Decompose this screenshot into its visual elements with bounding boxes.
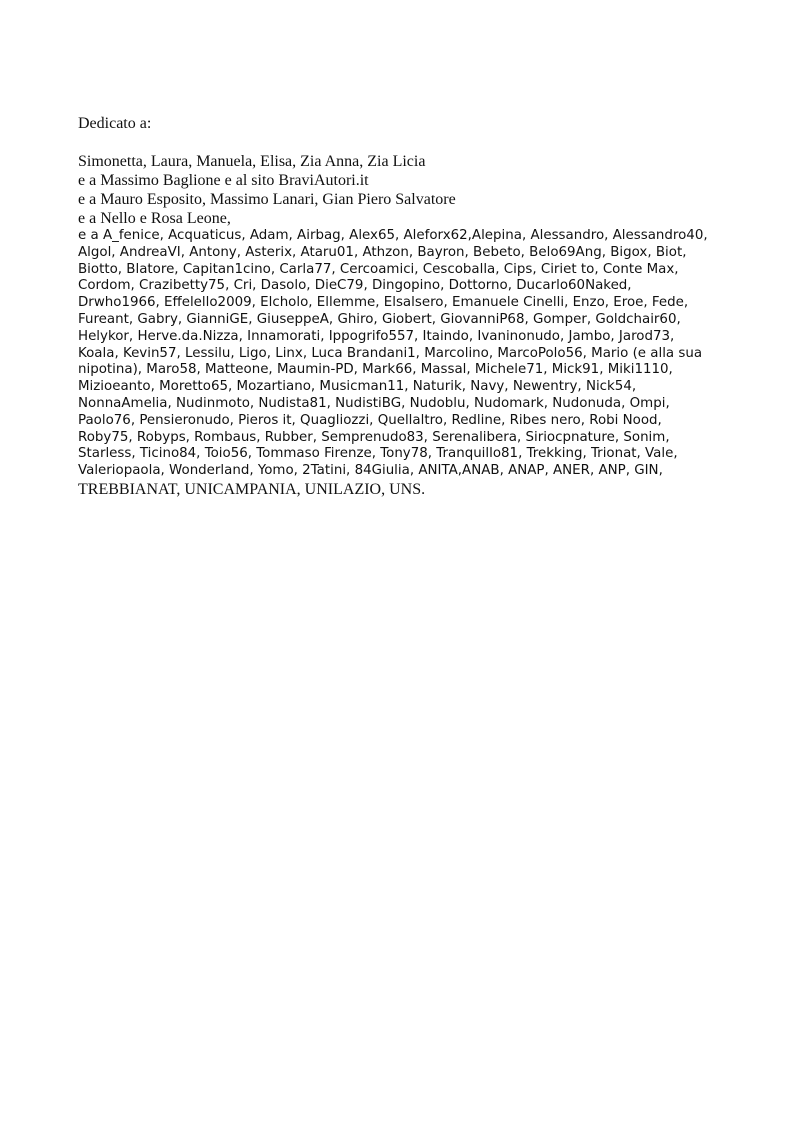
dedication-line-4: e a Nello e Rosa Leone, — [78, 210, 231, 227]
names-line-7: Helykor, Herve.da.Nizza, Innamorati, Ippogrifo557, Itaindo, Ivaninonudo, Jambo, Jarod73, — [78, 328, 675, 344]
names-line-10: Mizioeanto, Moretto65, Mozartiano, Musicman11, Naturik, Navy, Newentry, Nick54, — [78, 379, 637, 395]
final-line: TREBBIANAT, UNICAMPANIA, UNILAZIO, UNS. — [78, 480, 426, 498]
names-line-15-text: Valeriopaola, Wonderland, Yomo, 2Tatini, 84Giulia, — [78, 463, 419, 479]
names-line-5: Drwho1966, Effelello2009, Elcholo, Ellemme, Elsalsero, Emanuele Cinelli, Enzo, Eroe, Fede, — [78, 295, 689, 311]
names-list — [78, 228, 738, 480]
names-line-15 — [78, 463, 738, 480]
names-line-1: e a A_fenice, Acquaticus, Adam, Airbag, Alex65, Aleforx62,Alepina, Alessandro, Alessandro40, — [78, 228, 708, 243]
names-line-14: Starless, Ticino84, Toio56, Tommaso Firenze, Tony78, Tranquillo81, Trekking, Trionat, Vale, — [78, 446, 678, 462]
names-line-4: Cordom, Crazibetty75, Cri, Dasolo, DieC79, Dingopino, Dottorno, Ducarlo60Naked, — [78, 278, 632, 294]
dedication-line-3: e a Mauro Esposito, Massimo Lanari, Gian Piero Salvatore — [78, 191, 456, 208]
names-line-6: Fureant, Gabry, GianniGE, GiuseppeA, Ghiro, Giobert, GiovanniP68, Gomper, Goldchair60, — [78, 311, 681, 327]
names-line-2: Algol, AndreaVI, Antony, Asterix, Ataru01, Athzon, Bayron, Bebeto, Belo69Ang, Bigox, Biot, — [78, 244, 687, 260]
names-line-3: Biotto, Blatore, Capitan1cino, Carla77, Cercoamici, Cescoballa, Cips, Ciriet to, Conte Max, — [78, 261, 679, 277]
names-line-15-tail: ANITA,ANAB, ANAP, ANER, ANP, GIN, — [418, 463, 663, 479]
dedication-block — [78, 114, 738, 499]
dedication-line-1: Simonetta, Laura, Manuela, Elisa, Zia Anna, Zia Licia — [78, 153, 426, 170]
dedication-line-2: e a Massimo Baglione e al sito BraviAutori.it — [78, 172, 369, 189]
names-line-8: Koala, Kevin57, Lessilu, Ligo, Linx, Luca Brandani1, Marcolino, MarcoPolo56, Mario (e alla sua — [78, 345, 703, 361]
names-line-9: nipotina), Maro58, Matteone, Maumin-PD, Mark66, Massal, Michele71, Mick91, Miki1110, — [78, 362, 673, 378]
names-line-13: Roby75, Robyps, Rombaus, Rubber, Semprenudo83, Serenalibera, Siriocpnature, Sonim, — [78, 429, 670, 445]
dedication-heading: Dedicato a: — [78, 115, 152, 132]
names-line-11: NonnaAmelia, Nudinmoto, Nudista81, NudistiBG, Nudoblu, Nudomark, Nudonuda, Ompi, — [78, 395, 670, 411]
names-line-12: Paolo76, Pensieronudo, Pieros it, Quagliozzi, Quellaltro, Redline, Ribes nero, Robi Nood, — [78, 412, 662, 428]
